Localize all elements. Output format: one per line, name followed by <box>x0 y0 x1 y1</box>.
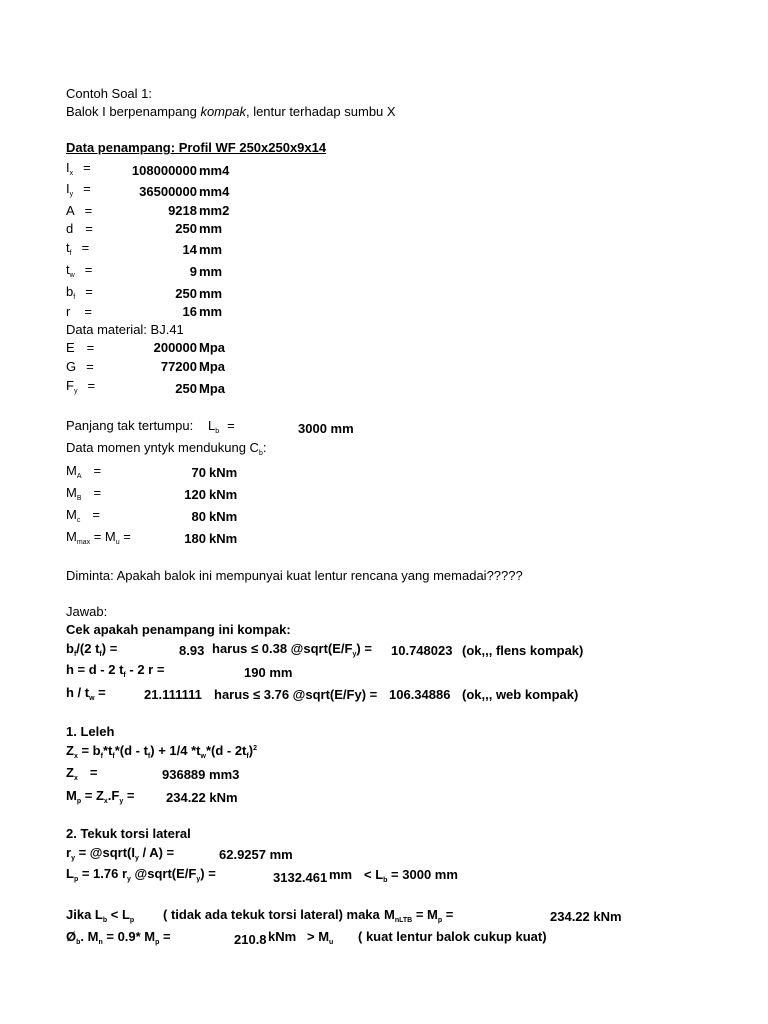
sub: x <box>69 170 74 177</box>
moment-ma-value: 70 <box>191 465 206 480</box>
material-g-value: 77200 <box>160 359 197 374</box>
prop-ix-unit: mm4 <box>199 163 230 178</box>
g-sup: 2 <box>253 745 257 752</box>
cond-sub: y <box>352 651 357 658</box>
length-symbol <box>208 418 235 434</box>
prop-bf-label <box>66 284 93 300</box>
prop-r-value: 16 <box>182 304 197 319</box>
b-sub: f <box>100 753 103 760</box>
unit: mm3 <box>209 767 240 782</box>
eq: = <box>85 284 93 299</box>
web-limit-value: 106.34886 <box>389 687 451 702</box>
a-sub: f <box>123 672 126 679</box>
f: *(d - 2t <box>205 743 247 758</box>
prop-r-unit: mm <box>199 304 223 319</box>
web-limit-condition: harus ≤ 3.76 @sqrt(E/Fy) = <box>214 687 378 702</box>
sub: w <box>69 272 75 279</box>
compact-check-heading: Cek apakah penampang ini kompak: <box>66 622 291 637</box>
sym: d <box>66 221 74 236</box>
material-fy-label <box>66 378 95 394</box>
ry-value <box>219 847 293 863</box>
c-sub: y <box>196 876 201 883</box>
material-e-value: 200000 <box>153 340 197 355</box>
d-sub: f <box>147 753 151 760</box>
b: - 2 r = <box>125 662 165 677</box>
sub: x <box>73 775 78 782</box>
design-moment-formula <box>66 929 171 945</box>
a-sub: b <box>76 939 81 946</box>
length-value <box>298 421 354 437</box>
lp-formula <box>66 866 216 882</box>
mn-ltb-formula <box>384 907 453 923</box>
eq: = <box>84 262 93 277</box>
sub: c <box>76 517 81 524</box>
b-sub: y <box>127 876 131 883</box>
b: = 1.76 r <box>78 866 128 881</box>
sym: E <box>66 340 75 355</box>
unit: mm <box>269 665 293 680</box>
section-prefix: Data penampang: <box>66 140 179 155</box>
prop-a-value: 9218 <box>168 203 197 218</box>
post: : <box>262 440 267 455</box>
unit: mm <box>330 421 354 436</box>
moment-mmax-value: 180 <box>184 531 206 546</box>
a: h = d - 2 t <box>66 662 124 677</box>
length-label: Panjang tak tertumpu: <box>66 418 194 433</box>
c: / A) = <box>138 845 175 860</box>
problem-title: Contoh Soal 1: <box>66 86 153 101</box>
c: = 0.9* M <box>102 929 156 944</box>
eq: = <box>83 160 91 175</box>
prop-tw-label <box>66 262 92 278</box>
flange-limit-value: 10.748023 <box>391 643 453 658</box>
c: *t <box>102 743 113 758</box>
prop-tf-label <box>66 240 89 256</box>
sym: I <box>66 181 70 196</box>
sym: r <box>66 304 71 319</box>
b-sub: f <box>99 651 102 658</box>
a: Ø <box>66 929 77 944</box>
problem-description <box>66 104 396 120</box>
sym: M <box>66 485 77 500</box>
cmp-end: = 3000 mm <box>387 867 458 882</box>
design-moment-comparison <box>307 929 333 945</box>
sym: M <box>66 463 77 478</box>
cond: harus ≤ 0.38 @sqrt(E/F <box>212 641 353 656</box>
lateral-torsional-heading: 2. Tekuk torsi lateral <box>66 826 191 841</box>
material-e-label <box>66 340 94 356</box>
web-ratio-formula <box>66 685 106 701</box>
a: Z <box>66 743 74 758</box>
c-sub: f <box>112 753 115 760</box>
g: ) <box>248 743 254 758</box>
sym: t <box>66 262 70 277</box>
cmp: < L <box>364 867 384 882</box>
sub: f <box>73 294 76 301</box>
lp-unit: mm <box>329 867 353 882</box>
mn: M <box>384 907 395 922</box>
flange-limit-condition <box>212 641 372 657</box>
b-sub: n <box>98 939 103 946</box>
a: r <box>66 845 72 860</box>
prop-iy-value: 36500000 <box>139 184 197 199</box>
prop-bf-value: 250 <box>175 286 197 301</box>
c-sub: p <box>155 939 160 946</box>
lp-value: 3132.461 <box>273 870 328 885</box>
d: = <box>159 929 171 944</box>
design-conclusion-note: ( kuat lentur balok cukup kuat) <box>358 929 547 944</box>
sub: b <box>215 428 220 435</box>
material-fy-value: 250 <box>175 381 197 396</box>
a: L <box>66 866 74 881</box>
material-e-unit: Mpa <box>199 340 225 355</box>
prop-r-label <box>66 304 92 320</box>
pre: Data momen yntyk mendukung C <box>66 440 259 455</box>
a-sub: w <box>89 695 95 702</box>
val: 62.9257 <box>219 847 266 862</box>
a-sub: f <box>73 651 77 658</box>
moment-mc-label <box>66 507 100 523</box>
sub: A <box>76 473 82 480</box>
f-sub: f <box>246 753 249 760</box>
yield-heading: 1. Leleh <box>66 724 115 739</box>
val: 234.22 <box>166 790 206 805</box>
sym: M <box>66 507 77 522</box>
prop-tw-value: 9 <box>189 264 197 279</box>
eq: = <box>123 529 131 544</box>
eq: = <box>442 907 454 922</box>
sub: f <box>69 250 72 257</box>
section-heading <box>66 140 326 156</box>
unit: mm <box>269 847 293 862</box>
a-sub: x <box>73 753 78 760</box>
moments-label <box>66 440 266 456</box>
b: = @sqrt(I <box>74 845 135 860</box>
desc-post: , lentur terhadap sumbu X <box>245 104 396 119</box>
condition-statement <box>66 907 134 923</box>
web-ratio-value: 21.111111 <box>144 687 202 702</box>
a: b <box>66 641 74 656</box>
moment-mb-unit: kNm <box>209 487 238 502</box>
sym: Z <box>66 765 74 780</box>
flange-compact-note: (ok,,, flens kompak) <box>462 643 584 658</box>
mn-ltb-value <box>550 909 622 925</box>
zx-value <box>162 767 239 783</box>
section-profile: Profil WF 250x250x9x14 <box>178 140 327 155</box>
moment-mb-label <box>66 485 101 501</box>
jika: Jika L <box>66 907 103 922</box>
cmp-sub: u <box>329 939 334 946</box>
b-sub: y <box>134 855 139 862</box>
sym: A <box>66 203 75 218</box>
sym: L <box>208 418 216 433</box>
ry-formula <box>66 845 174 861</box>
val: 3000 <box>298 421 327 436</box>
c-sub: y <box>119 798 124 805</box>
sub: max <box>76 539 91 546</box>
cmp: > M <box>307 929 330 944</box>
prop-tf-value: 14 <box>182 242 197 257</box>
d: *(d - t <box>114 743 148 758</box>
prop-ix-label <box>66 160 91 176</box>
moment-ma-unit: kNm <box>209 465 238 480</box>
sub2: u <box>115 539 120 546</box>
sym: t <box>66 240 70 255</box>
unit: kNm <box>593 909 622 924</box>
d: = <box>123 788 135 803</box>
b: = <box>94 685 106 700</box>
prop-a-label <box>66 203 92 219</box>
desc-pre: Balok I berpenampang <box>66 104 201 119</box>
val: 936889 <box>162 767 206 782</box>
prop-d-value: 250 <box>175 221 197 236</box>
d: ) = <box>200 866 216 881</box>
design-moment-unit: kNm <box>268 929 297 944</box>
mp-sub: p <box>437 917 443 924</box>
sym: I <box>66 160 70 175</box>
eq: = <box>84 304 92 319</box>
prop-d-label <box>66 221 93 237</box>
eq: = <box>87 378 96 393</box>
cond-end: ) = <box>356 641 372 656</box>
a-sub: p <box>76 798 82 805</box>
prop-a-unit: mm2 <box>199 203 230 218</box>
moment-mc-value: 80 <box>191 509 206 524</box>
question: Diminta: Apakah balok ini mempunyai kuat lentur rencana yang memadai????? <box>66 568 523 583</box>
mp-formula <box>66 788 134 804</box>
web-height-formula <box>66 662 164 678</box>
zx-label <box>66 765 97 781</box>
eq: = <box>86 340 95 355</box>
eq: = <box>93 463 102 478</box>
c: ) = <box>101 641 118 656</box>
eq: = <box>83 181 91 196</box>
flange-ratio-value: 8.93 <box>179 643 205 658</box>
prop-iy-label <box>66 181 91 197</box>
b: /(2 t <box>76 641 100 656</box>
mn-sub: nLTB <box>394 917 413 924</box>
c: .F <box>107 788 120 803</box>
e: ) + 1/4 *t <box>150 743 201 758</box>
cmp-sub: b <box>383 877 388 884</box>
a-sub: p <box>73 876 79 883</box>
a-sub: y <box>71 855 75 862</box>
moment-mc-unit: kNm <box>209 509 238 524</box>
c: @sqrt(E/F <box>130 866 197 881</box>
eq: = <box>81 240 90 255</box>
prop-tf-unit: mm <box>199 242 223 257</box>
b: = Z <box>81 788 104 803</box>
prop-bf-unit: mm <box>199 286 223 301</box>
desc-emphasis: kompak <box>200 104 246 119</box>
prop-iy-unit: mm4 <box>199 184 230 199</box>
sym: b <box>66 284 74 299</box>
material-g-unit: Mpa <box>199 359 225 374</box>
sym: F <box>66 378 74 393</box>
prop-ix-value: 108000000 <box>131 163 197 178</box>
eq: = <box>93 485 102 500</box>
b: . M <box>80 929 99 944</box>
lp-comparison <box>364 867 458 883</box>
eq: = <box>85 221 93 236</box>
material-fy-unit: Mpa <box>199 381 225 396</box>
condition-note: ( tidak ada tekuk torsi lateral) maka <box>163 907 380 922</box>
material-label: Data material: BJ.41 <box>66 322 184 337</box>
val: 190 <box>244 665 266 680</box>
val: 234.22 <box>550 909 590 924</box>
e-sub: w <box>200 753 206 760</box>
zx-formula <box>66 743 257 759</box>
mp-value <box>166 790 238 806</box>
lt: < L <box>107 907 130 922</box>
prop-d-unit: mm <box>199 221 223 236</box>
b-sub: x <box>103 798 108 805</box>
sub: y <box>73 388 78 395</box>
a: h / t <box>66 685 90 700</box>
material-g-label <box>66 359 94 375</box>
unit: kNm <box>209 790 238 805</box>
web-height-value <box>244 665 292 681</box>
b: = b <box>77 743 101 758</box>
moment-mmax-label <box>66 529 131 545</box>
sub: B <box>76 495 82 502</box>
sub: b <box>258 450 263 457</box>
lt-sub: p <box>129 917 135 924</box>
flange-ratio-formula <box>66 641 117 657</box>
eq: = <box>227 418 235 433</box>
jika-sub: b <box>102 917 108 924</box>
mn-end: = M <box>412 907 438 922</box>
moment-mmax-unit: kNm <box>209 531 238 546</box>
prop-tw-unit: mm <box>199 264 223 279</box>
eq: = <box>89 765 98 780</box>
eq: = <box>86 359 94 374</box>
sym: G <box>66 359 77 374</box>
mid: = M <box>90 529 116 544</box>
design-moment-value: 210.8 <box>234 932 267 947</box>
moment-ma-label <box>66 463 101 479</box>
sym: M <box>66 529 77 544</box>
eq: = <box>84 203 93 218</box>
answer-label: Jawab: <box>66 604 108 619</box>
a: M <box>66 788 77 803</box>
moment-mb-value: 120 <box>184 487 206 502</box>
eq: = <box>92 507 100 522</box>
sub: y <box>69 191 74 198</box>
web-compact-note: (ok,,, web kompak) <box>462 687 579 702</box>
